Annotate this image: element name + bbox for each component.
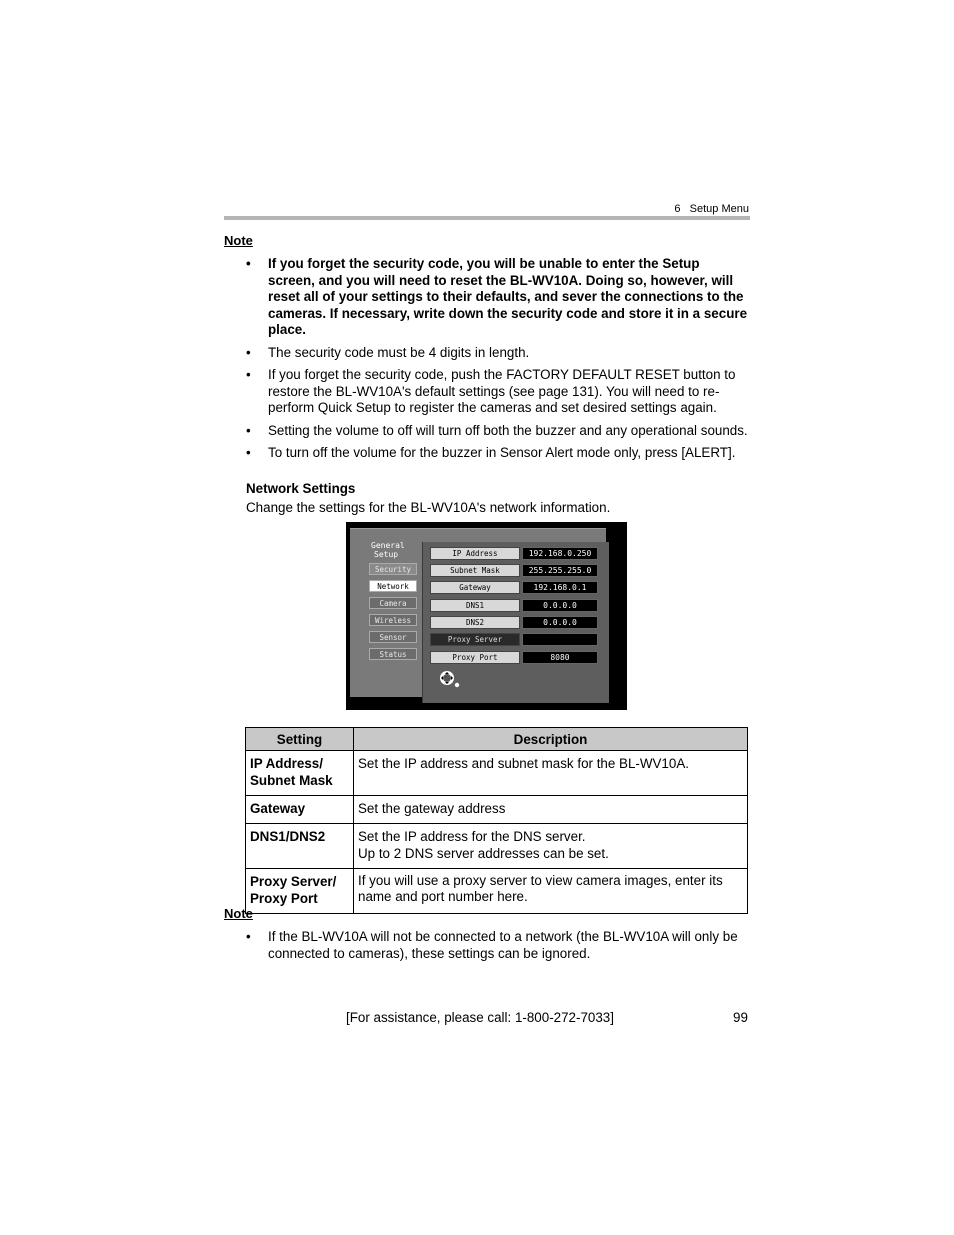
setting-cell: IP Address/ Subnet Mask: [246, 751, 354, 796]
menu-status[interactable]: Status: [369, 648, 417, 660]
list-item: • Setting the volume to off will turn off both the buzzer and any operational sounds.: [246, 422, 748, 438]
note-list: [246, 929, 750, 962]
field-label-proxy-server: Proxy Server: [430, 633, 520, 646]
menu-sensor[interactable]: Sensor: [369, 631, 417, 643]
list-item: • If the BL-WV10A will not be connected to a network (the BL-WV10A will only be connected to cameras), these settings can be ignored.: [246, 929, 738, 961]
list-item: • If you forget the security code, you will be unable to enter the Setup screen, and you will need to reset the BL-WV10A. Doing so, however, will reset all of your settings to their defaults, and sever the connections to the cameras. If necessary, write down the security code and store it in a secure place.: [246, 256, 748, 337]
setting-cell: Proxy Server/ Proxy Port: [246, 869, 354, 914]
table-row: [246, 751, 748, 796]
field-value-proxy-server[interactable]: [522, 633, 598, 646]
field-label-ip-address: IP Address: [430, 547, 520, 560]
field-value-ip-address[interactable]: 192.168.0.250: [522, 547, 598, 560]
menu-security[interactable]: Security: [369, 563, 417, 575]
table-header-row: [246, 728, 748, 751]
setting-cell: Gateway: [246, 796, 354, 824]
settings-table: [245, 727, 748, 914]
list-item: • To turn off the volume for the buzzer in Sensor Alert mode only, press [ALERT].: [246, 445, 736, 460]
network-settings-screenshot: [346, 522, 627, 710]
description-cell: Set the IP address and subnet mask for the BL-WV10A.: [354, 751, 748, 796]
field-label-subnet-mask: Subnet Mask: [430, 564, 520, 577]
description-cell: Set the gateway address: [354, 796, 748, 824]
table-header-setting: Setting: [246, 728, 354, 751]
menu-camera[interactable]: Camera: [369, 597, 417, 609]
field-label-proxy-port: Proxy Port: [430, 651, 520, 664]
field-value-subnet-mask[interactable]: 255.255.255.0: [522, 564, 598, 577]
description-cell: If you will use a proxy server to view camera images, enter its name and port number here.: [354, 869, 748, 914]
list-item: • The security code must be 4 digits in length.: [246, 344, 530, 360]
running-header: [674, 203, 749, 215]
navigation-pad-icon: [438, 670, 460, 688]
table-row: [246, 796, 748, 824]
header-rule: [224, 216, 750, 220]
table-header-description: Description: [354, 728, 748, 751]
section-title: Network Settings: [246, 481, 356, 496]
menu-network[interactable]: Network: [369, 580, 417, 592]
table-row: [246, 869, 748, 914]
footer-assistance: [For assistance, please call: 1-800-272-7033]: [346, 1010, 614, 1025]
field-value-dns2[interactable]: 0.0.0.0: [522, 616, 598, 629]
field-value-dns1[interactable]: 0.0.0.0: [522, 599, 598, 612]
note-title: Note: [224, 233, 253, 248]
menu-wireless[interactable]: Wireless: [369, 614, 417, 626]
field-value-proxy-port[interactable]: 8080: [522, 651, 598, 664]
chapter-number: 6: [674, 203, 681, 215]
field-label-gateway: Gateway: [430, 581, 520, 594]
note-title: Note: [224, 906, 253, 921]
field-value-gateway[interactable]: 192.168.0.1: [522, 581, 598, 594]
field-label-dns2: DNS2: [430, 616, 520, 629]
chapter-title: Setup Menu: [689, 203, 749, 215]
note-list: [246, 256, 750, 462]
field-label-dns1: DNS1: [430, 599, 520, 612]
table-row: [246, 824, 748, 869]
page-number: 99: [733, 1010, 748, 1025]
screen-title: General Setup: [371, 541, 405, 559]
section-description: Change the settings for the BL-WV10A's network information.: [246, 500, 611, 515]
list-item: • If you forget the security code, push the FACTORY DEFAULT RESET button to restore the BL-WV10A's default settings (see page 131). You will need to re-perform Quick Setup to register the cameras and set desired settings again.: [246, 367, 736, 415]
setting-cell: DNS1/DNS2: [246, 824, 354, 869]
description-cell: Set the IP address for the DNS server. Up to 2 DNS server addresses can be set.: [354, 824, 748, 869]
